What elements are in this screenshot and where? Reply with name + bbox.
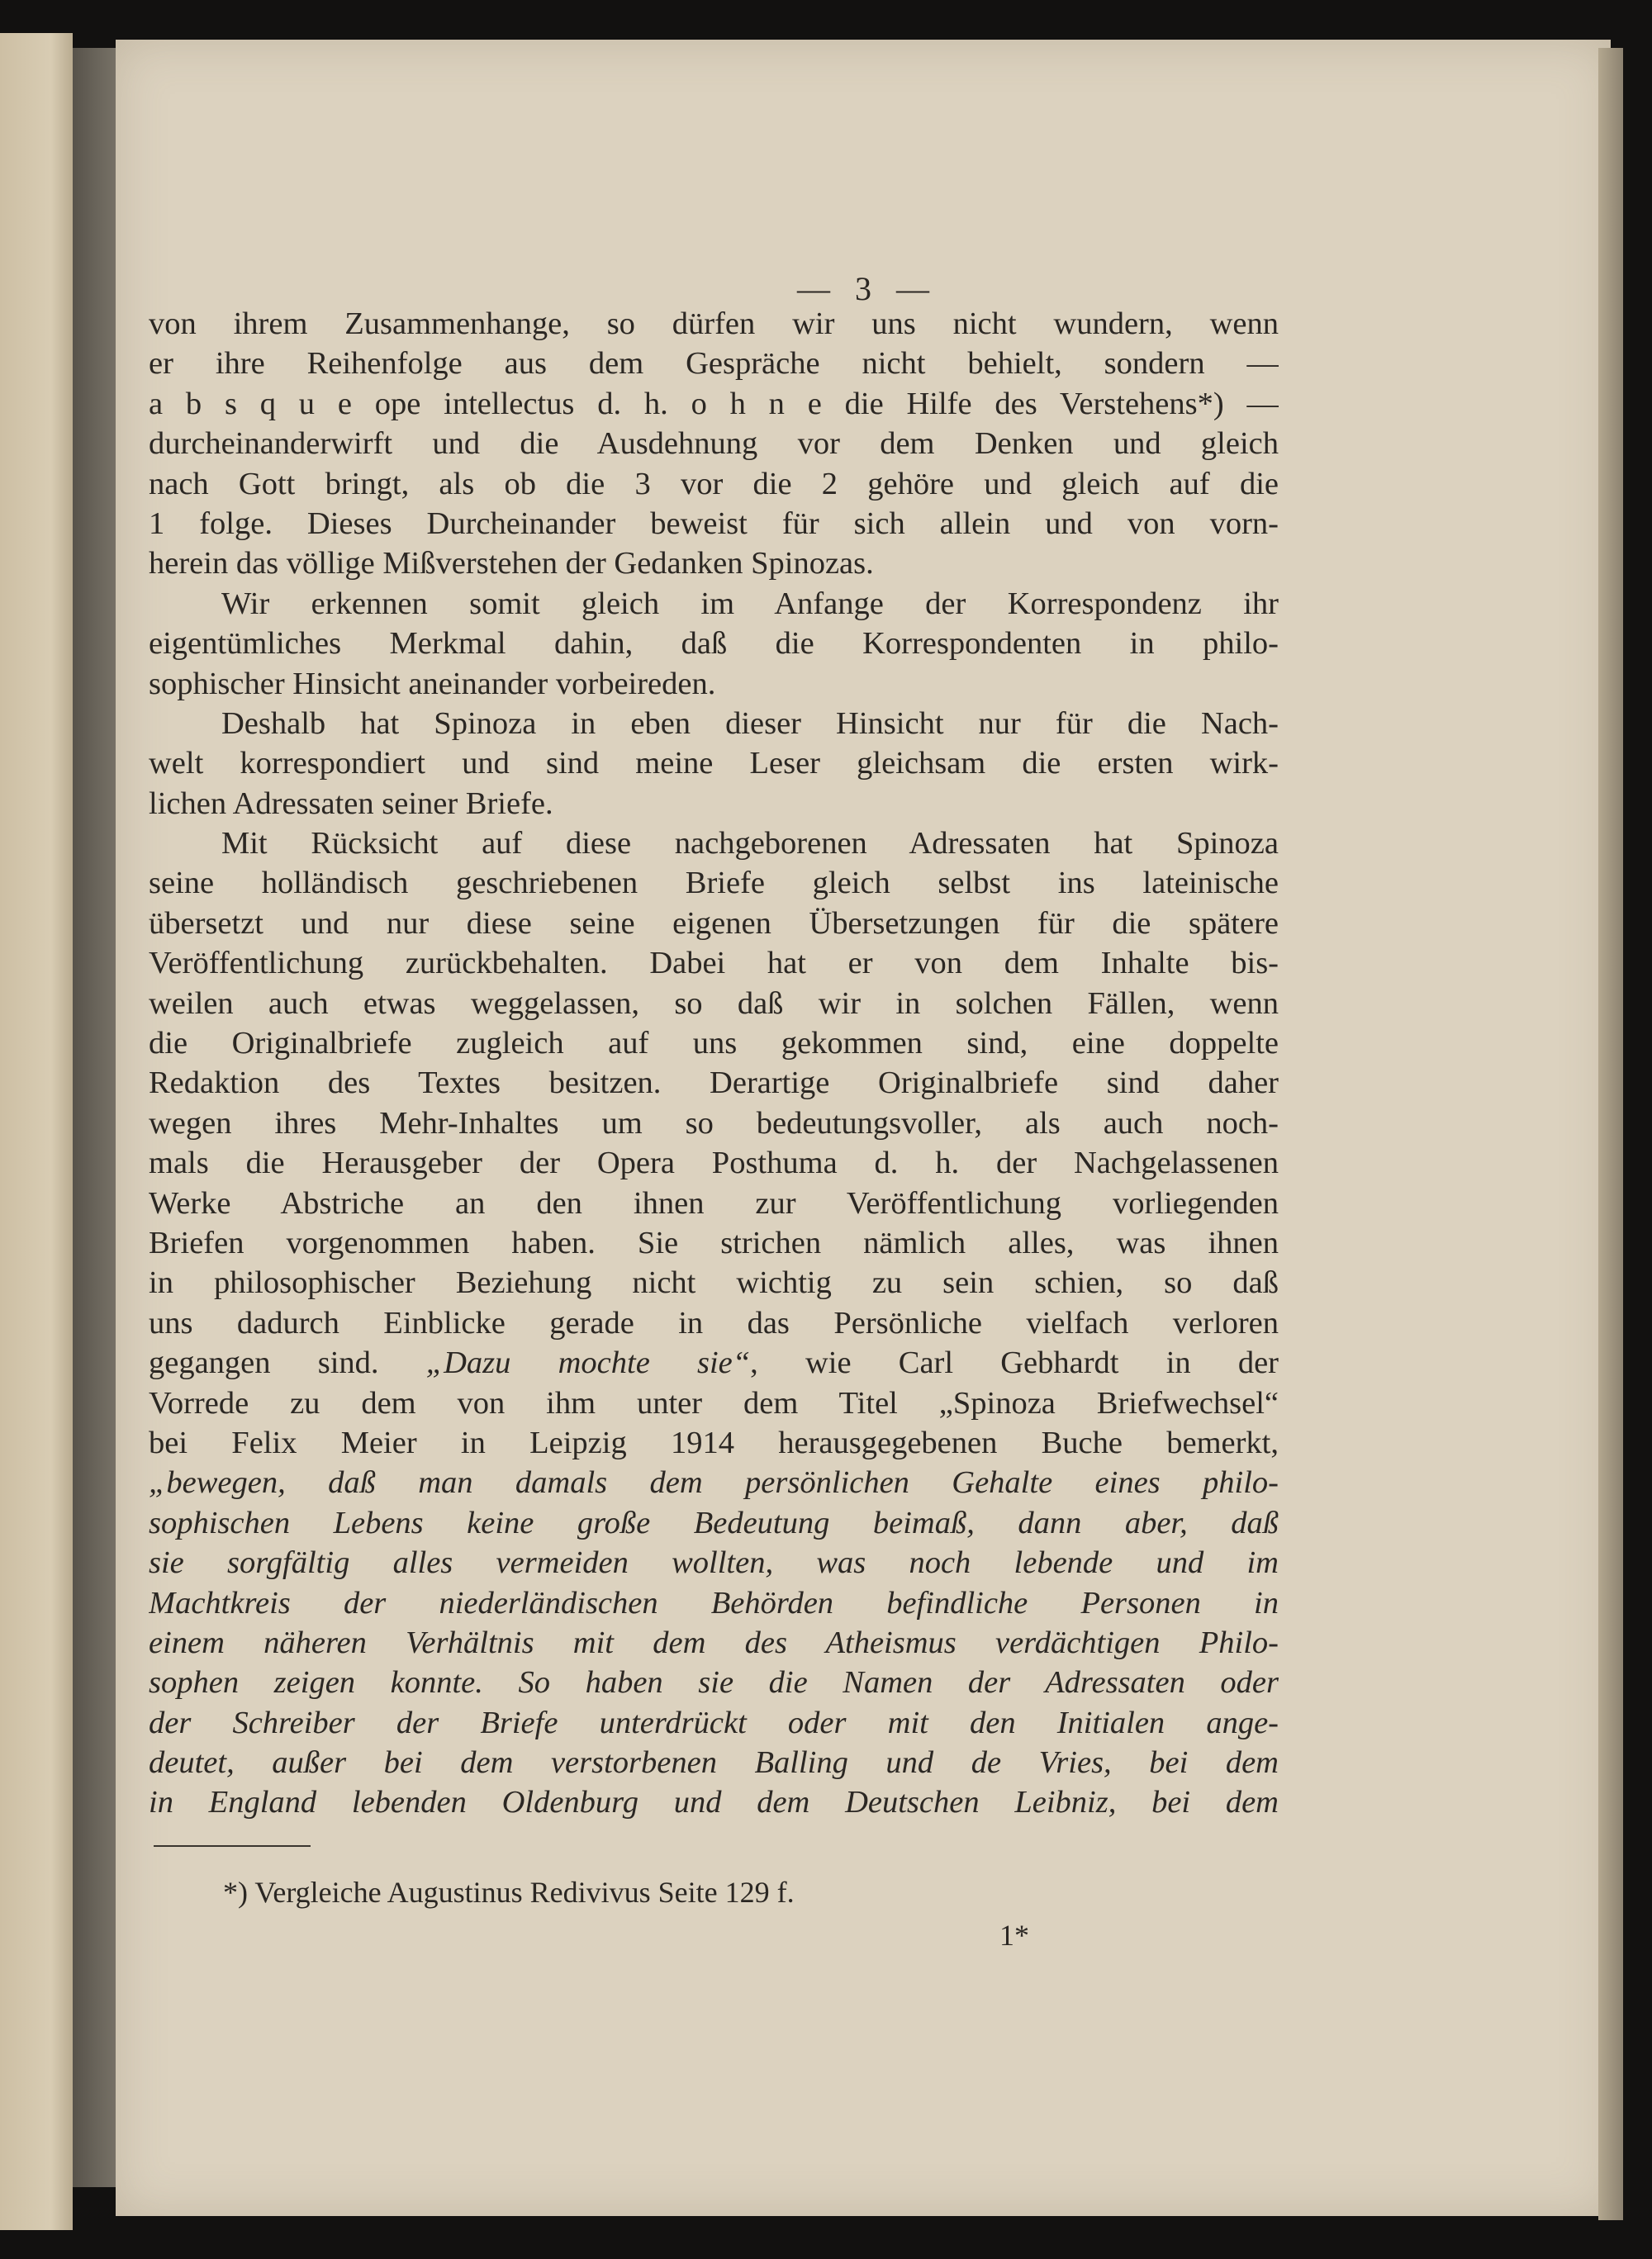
text-line: seine holländisch geschriebenen Briefe gleich selbst ins lateinische [149,866,1279,901]
text-line: von ihrem Zusammenhange, so dürfen wir uns nicht wundern, wenn [149,306,1279,341]
text-line: weilen auch etwas weggelassen, so daß wir in solchen Fällen, wenn [149,985,1279,1021]
header-dash-right: — [896,270,929,307]
previous-page-edge [0,33,73,2230]
text-line: Deshalb hat Spinoza in eben dieser Hinsicht nur für die Nach- [221,705,1279,741]
quote-line: in England lebenden Oldenburg und dem Deutschen Leibniz, bei dem [149,1785,1279,1820]
signature-mark: 1* [999,1919,1029,1952]
footnote: *) Vergleiche Augustinus Redivivus Seite 129 f. [223,1876,795,1909]
page-edge [1598,48,1623,2220]
text-segment: gegangen sind. [149,1345,379,1381]
text-line: er ihre Reihenfolge aus dem Gespräche nicht behielt, sondern — [149,346,1279,382]
header-dash-left: — [797,270,830,307]
text-line: Redaktion des Textes besitzen. Derartige Originalbriefe sind daher [149,1065,1279,1101]
text-line: eigentümliches Merkmal dahin, daß die Korrespondenten in philo- [149,626,1279,662]
text-line: lichen Adressaten seiner Briefe. [149,785,553,821]
quote-line: sophen zeigen konnte. So haben sie die Namen der Adressaten oder [149,1665,1279,1701]
text-line: Werke Abstriche an den ihnen zur Veröffentlichung vorliegenden [149,1185,1279,1221]
text-line: Veröffentlichung zurückbehalten. Dabei hat er von dem Inhalte bis- [149,946,1279,981]
quote-line: „bewegen, daß man damals dem persönlichen Gehalte eines philo- [149,1465,1279,1501]
text-line: herein das völlige Mißverstehen der Gedanken Spinozas. [149,546,874,581]
quote-italic: „Dazu mochte sie“ [425,1345,751,1381]
text-line: uns dadurch Einblicke gerade in das Persönliche vielfach verloren [149,1305,1279,1341]
text-line: die Originalbriefe zugleich auf uns gekommen sind, eine doppelte [149,1026,1279,1061]
text-line: in philosophischer Beziehung nicht wichtig zu sein schien, so daß [149,1265,1279,1301]
quote-line: einem näheren Verhältnis mit dem des Atheismus verdächtigen Philo- [149,1625,1279,1660]
text-line: Wir erkennen somit gleich im Anfange der Korrespondenz ihr [221,586,1279,621]
quote-line: Machtkreis der niederländischen Behörden befindliche Personen in [149,1585,1279,1621]
text-line: 1 folge. Dieses Durcheinander beweist für sich allein und von vorn- [149,505,1279,541]
text-line: übersetzt und nur diese seine eigenen Übersetzungen für die spätere [149,905,1279,941]
text-line: nach Gott bringt, als ob die 3 vor die 2 gehöre und gleich auf die [149,466,1279,501]
quote-line: deutet, außer bei dem verstorbenen Balling und de Vries, bei dem [149,1745,1279,1781]
text-line: welt korrespondiert und sind meine Leser gleichsam die ersten wirk- [149,746,1279,781]
text-line: sophischer Hinsicht aneinander vorbeireden. [149,666,716,701]
footnote-divider [154,1845,311,1847]
text-line: wegen ihres Mehr-Inhaltes um so bedeutungsvoller, als auch noch- [149,1105,1279,1141]
text-line: Mit Rücksicht auf diese nachgeborenen Adressaten hat Spinoza [221,826,1279,861]
quote-line: der Schreiber der Briefe unterdrückt oder mit den Initialen ange- [149,1705,1279,1740]
book-gutter [73,48,122,2187]
page-number: 3 [855,270,871,307]
page-header [116,269,1611,308]
text-segment: , wie Carl Gebhardt in der [750,1345,1279,1381]
text-line: a b s q u e ope intellectus d. h. o h n e die Hilfe des Verstehens*) — [149,386,1279,421]
text-line: Briefen vorgenommen haben. Sie strichen nämlich alles, was ihnen [149,1225,1279,1260]
quote-line: sophischen Lebens keine große Bedeutung beimaß, dann aber, daß [149,1505,1279,1540]
text-line: mals die Herausgeber der Opera Posthuma d. h. der Nachgelassenen [149,1146,1279,1181]
text-line-mixed [149,1343,1279,1383]
body-text [149,304,1279,1823]
text-line: bei Felix Meier in Leipzig 1914 herausgegebenen Buche bemerkt, [149,1425,1279,1460]
text-line: Vorrede zu dem von ihm unter dem Titel „Spinoza Briefwechsel“ [149,1385,1279,1421]
quote-line: sie sorgfältig alles vermeiden wollten, was noch lebende und im [149,1545,1279,1581]
text-line: durcheinanderwirft und die Ausdehnung vor dem Denken und gleich [149,426,1279,462]
